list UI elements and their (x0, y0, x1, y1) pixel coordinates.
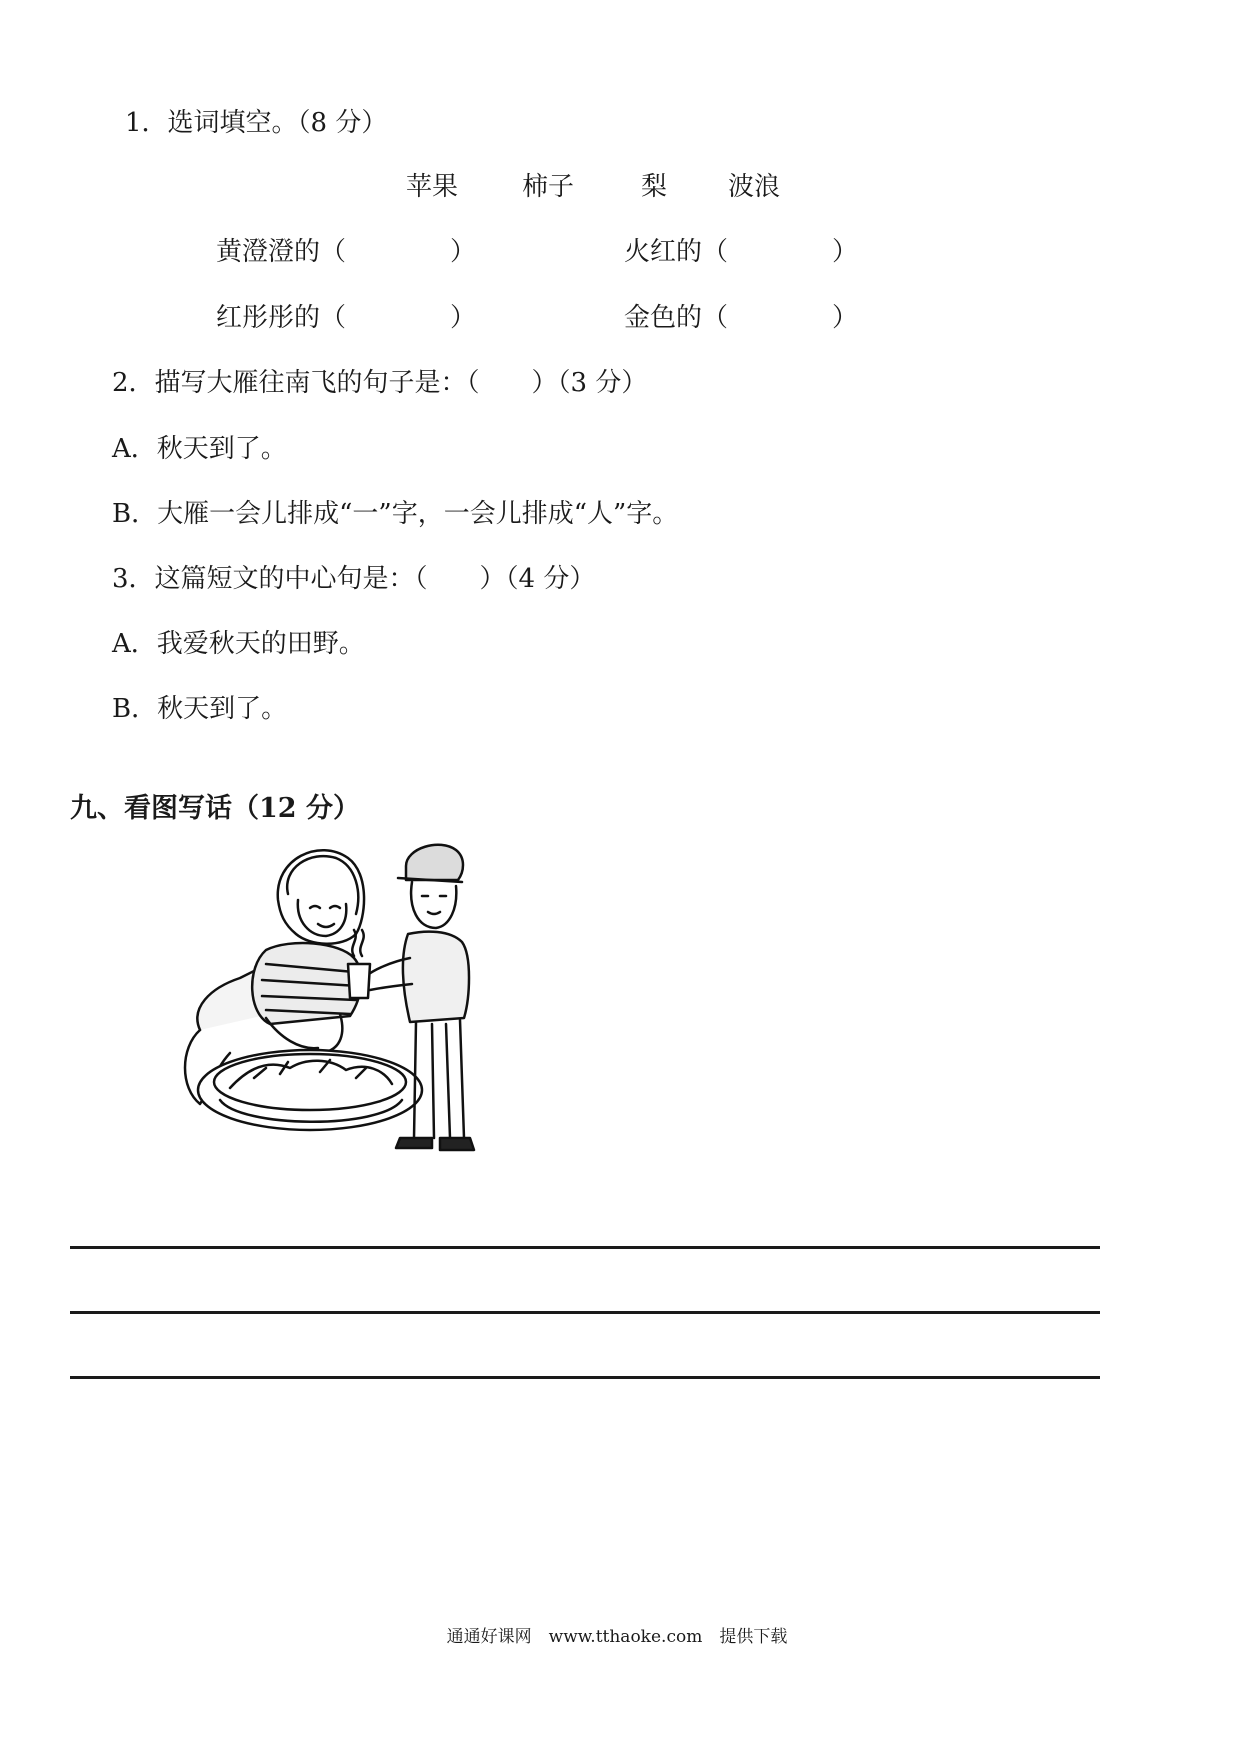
q1-title: 1．选词填空。（8 分） (125, 108, 388, 138)
q3-title: 3．这篇短文的中心句是：（ ）（4 分） (112, 564, 596, 594)
writing-line-3 (70, 1376, 1100, 1379)
q3-option-b: B．秋天到了。 (112, 694, 288, 724)
fill-blank-4: 金色的（ ） (624, 303, 859, 333)
q2-option-a: A．秋天到了。 (112, 434, 287, 464)
q3-option-a: A．我爱秋天的田野。 (112, 629, 365, 659)
word-bank-item: 柿子 (522, 172, 575, 202)
word-bank-item: 梨 (641, 172, 668, 202)
writing-line-2 (70, 1311, 1100, 1314)
footer-credit: 通通好课网 www.tthaoke.com 提供下载 (446, 1627, 788, 1647)
word-bank-item: 苹果 (406, 172, 459, 202)
q2-option-b: B．大雁一会儿排成“一”字，一会儿排成“人”字。 (112, 499, 679, 529)
fill-blank-1: 黄澄澄的（ ） (216, 237, 477, 267)
word-bank-item: 波浪 (728, 172, 781, 202)
fill-blank-2: 火红的（ ） (624, 237, 859, 267)
writing-line-1 (70, 1246, 1100, 1249)
q2-title: 2．描写大雁往南飞的句子是：（ ）（3 分） (112, 368, 648, 398)
section-9-heading: 九、看图写话（12 分） (70, 793, 360, 824)
fill-blank-3: 红彤彤的（ ） (216, 303, 477, 333)
illustration (170, 838, 510, 1170)
